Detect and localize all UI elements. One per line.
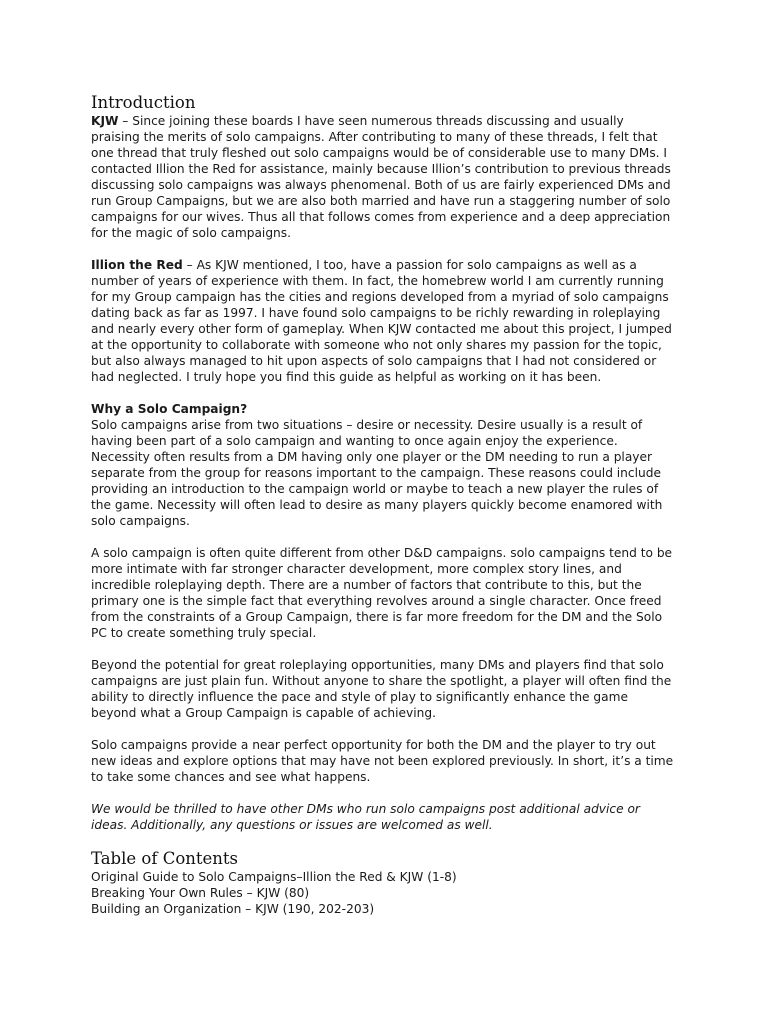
kjw-author-label: KJW <box>91 114 119 128</box>
why-paragraph-5-italic: We would be thrilled to have other DMs who run solo campaigns post additional advice or ideas. Additionally, any questions or issues are welcomed as well. <box>91 802 640 832</box>
illion-author-label: Illion the Red <box>91 258 183 272</box>
kjw-paragraph <box>91 113 676 241</box>
why-paragraph-4: Solo campaigns provide a near perfect opportunity for both the DM and the player to try out new ideas and explore options that may have not been explored previously. In short, it’s a time to take some chances and see what happens. <box>91 738 674 784</box>
illion-paragraph-text: – As KJW mentioned, I too, have a passion for solo campaigns as well as a number of years of experience with them. In fact, the homebrew world I am currently running for my Group campaign has the cities and regions developed from a myriad of solo campaigns dating back as far as 1997. I have found solo campaigns to be richly rewarding in roleplaying and nearly every other form of gameplay. When KJW contacted me about this project, I jumped at the opportunity to collaborate with someone who not only shares my passion for the topic, but also always managed to hit upon aspects of solo campaigns that I had not considered or had neglected. I truly hope you find this guide as helpful as working on it has been. <box>91 258 672 384</box>
toc-heading: Table of Contents <box>91 849 239 868</box>
toc-list <box>91 869 676 917</box>
why-paragraph-1: Solo campaigns arise from two situations – desire or necessity. Desire usually is a result of having been part of a solo campaign and wanting to once again enjoy the experience. Necessity often results from a DM having only one player or the DM needing to run a player separate from the group for reasons important to the campaign. These reasons could include providing an introduction to the campaign world or maybe to teach a new player the rules of the game. Necessity will often lead to desire as many players quickly become enamored with solo campaigns. <box>91 418 663 528</box>
why-paragraph-2: A solo campaign is often quite different from other D&D campaigns. solo campaigns tend to be more intimate with far stronger character development, more complex story lines, and incredible roleplaying depth. There are a number of factors that contribute to this, but the primary one is the simple fact that everything revolves around a single character. Once freed from the constraints of a Group Campaign, there is far more freedom for the DM and the Solo PC to create something truly special. <box>91 546 673 640</box>
kjw-paragraph-text: – Since joining these boards I have seen numerous threads discussing and usually praising the merits of solo campaigns. After contributing to many of these threads, I felt that one thread that truly fleshed out solo campaigns would be of considerable use to many DMs. I contacted Illion the Red for assistance, mainly because Illion’s contribution to previous threads discussing solo campaigns was always phenomenal. Both of us are fairly experienced DMs and run Group Campaigns, but we are also both married and have run a staggering number of solo campaigns for our wives. Thus all that follows comes from experience and a deep appreciation for the magic of solo campaigns. <box>91 114 671 240</box>
toc-item: Building an Organization – KJW (190, 202-203) <box>91 902 375 916</box>
why-solo-heading: Why a Solo Campaign? <box>91 402 248 416</box>
why-paragraph-3: Beyond the potential for great roleplaying opportunities, many DMs and players find that solo campaigns are just plain fun. Without anyone to share the spotlight, a player will often find the ability to directly influence the pace and style of play to significantly enhance the game beyond what a Group Campaign is capable of achieving. <box>91 658 672 720</box>
introduction-heading: Introduction <box>91 93 196 112</box>
document-page <box>91 93 676 917</box>
toc-item: Original Guide to Solo Campaigns–Illion the Red & KJW (1-8) <box>91 870 457 884</box>
toc-item: Breaking Your Own Rules – KJW (80) <box>91 886 310 900</box>
illion-paragraph <box>91 257 676 385</box>
